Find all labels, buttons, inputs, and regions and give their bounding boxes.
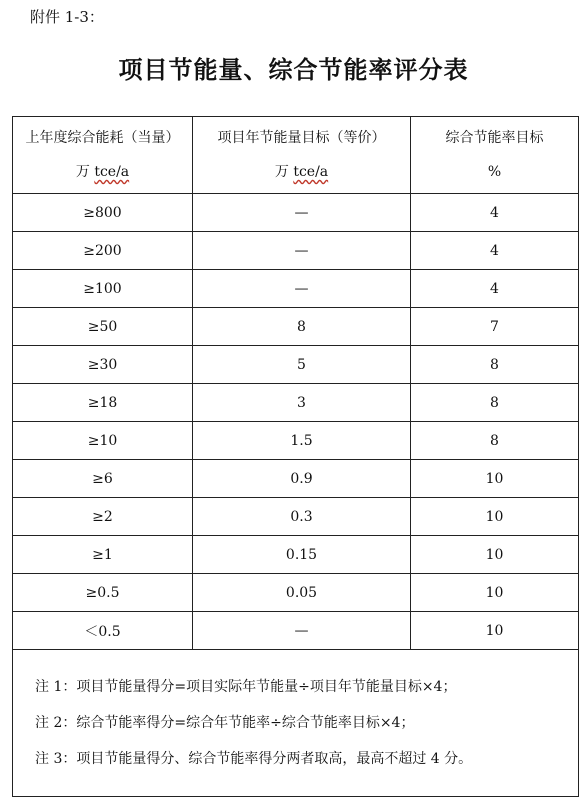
table-row <box>13 498 579 536</box>
cell-energy-consumption: ≥1 <box>13 536 193 574</box>
table-row <box>13 384 579 422</box>
cell-energy-saving-target: — <box>193 194 411 232</box>
cell-energy-saving-target: — <box>193 232 411 270</box>
cell-saving-rate-target: 10 <box>411 460 579 498</box>
cell-saving-rate-target: 8 <box>411 422 579 460</box>
cell-saving-rate-target: 10 <box>411 612 579 650</box>
cell-energy-consumption: ≥10 <box>13 422 193 460</box>
table-row <box>13 460 579 498</box>
cell-energy-consumption: ≥50 <box>13 308 193 346</box>
table-row <box>13 422 579 460</box>
cell-saving-rate-target: 4 <box>411 232 579 270</box>
cell-saving-rate-target: 10 <box>411 498 579 536</box>
cell-saving-rate-target: 8 <box>411 384 579 422</box>
cell-energy-saving-target: 3 <box>193 384 411 422</box>
attachment-label: 附件 1-3： <box>30 8 104 26</box>
cell-energy-consumption: ≥6 <box>13 460 193 498</box>
cell-energy-saving-target: 0.05 <box>193 574 411 612</box>
cell-saving-rate-target: 4 <box>411 270 579 308</box>
table-row <box>13 194 579 232</box>
cell-energy-saving-target: — <box>193 612 411 650</box>
note-1: 注 1：项目节能量得分=项目实际年节能量÷项目年节能量目标×4； <box>35 679 457 695</box>
cell-energy-saving-target: — <box>193 270 411 308</box>
scoring-table <box>12 116 579 797</box>
cell-energy-consumption: ≥800 <box>13 194 193 232</box>
cell-saving-rate-target: 8 <box>411 346 579 384</box>
header-saving-rate-target: 综合节能率目标 % <box>411 117 579 194</box>
cell-saving-rate-target: 10 <box>411 536 579 574</box>
table-row <box>13 574 579 612</box>
cell-energy-consumption: ≥100 <box>13 270 193 308</box>
unit-label: % <box>487 164 502 180</box>
cell-saving-rate-target: 7 <box>411 308 579 346</box>
cell-energy-saving-target: 0.9 <box>193 460 411 498</box>
notes-cell <box>13 650 579 797</box>
cell-energy-consumption: ≥2 <box>13 498 193 536</box>
cell-energy-consumption: ≥0.5 <box>13 574 193 612</box>
header-energy-saving-target: 项目年节能量目标（等价） 万 tce/a <box>193 117 411 194</box>
table-row <box>13 232 579 270</box>
cell-saving-rate-target: 4 <box>411 194 579 232</box>
table-row <box>13 612 579 650</box>
cell-energy-consumption: ≥18 <box>13 384 193 422</box>
cell-energy-consumption: ＜0.5 <box>13 612 193 650</box>
table-header-row <box>13 117 579 194</box>
cell-energy-consumption: ≥200 <box>13 232 193 270</box>
cell-energy-consumption: ≥30 <box>13 346 193 384</box>
cell-energy-saving-target: 0.3 <box>193 498 411 536</box>
notes-row <box>13 650 579 797</box>
cell-energy-saving-target: 5 <box>193 346 411 384</box>
table-row <box>13 536 579 574</box>
unit-label: tce/a <box>94 164 130 180</box>
table-body <box>13 194 579 650</box>
table-row <box>13 270 579 308</box>
page-title: 项目节能量、综合节能率评分表 <box>118 55 469 84</box>
cell-energy-saving-target: 0.15 <box>193 536 411 574</box>
note-2: 注 2：综合节能率得分=综合年节能率÷综合节能率目标×4； <box>35 715 415 731</box>
cell-energy-saving-target: 8 <box>193 308 411 346</box>
note-3: 注 3：项目节能量得分、综合节能率得分两者取高，最高不超过 4 分。 <box>35 751 473 767</box>
unit-label: tce/a <box>293 164 329 180</box>
cell-saving-rate-target: 10 <box>411 574 579 612</box>
cell-energy-saving-target: 1.5 <box>193 422 411 460</box>
table-row <box>13 346 579 384</box>
header-annual-energy-consumption: 上年度综合能耗（当量） 万 tce/a <box>13 117 193 194</box>
table-row <box>13 308 579 346</box>
